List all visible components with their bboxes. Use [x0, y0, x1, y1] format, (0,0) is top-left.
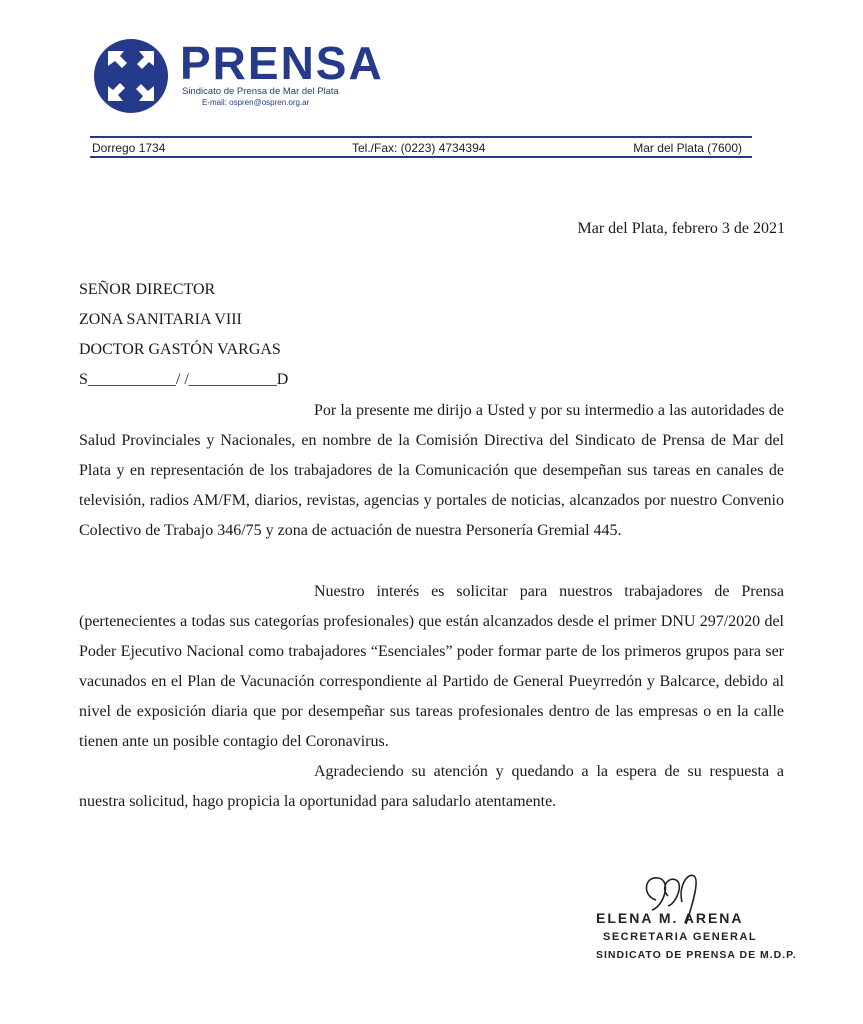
brand-email: E-mail: ospren@ospren.org.ar: [202, 98, 310, 107]
signature-name: ELENA M. ARENA: [596, 910, 744, 926]
recipient-line: ZONA SANITARIA VIII: [79, 311, 242, 328]
contact-address: Dorrego 1734: [92, 141, 166, 155]
recipient-line: DOCTOR GASTÓN VARGAS: [79, 341, 281, 358]
contact-bar: [90, 136, 752, 158]
prensa-logo-icon: [94, 39, 168, 113]
letter-date: Mar del Plata, febrero 3 de 2021: [577, 220, 785, 237]
contact-city: Mar del Plata (7600): [633, 141, 742, 155]
brand-name: PRENSA: [180, 37, 384, 89]
brand-subtitle: Sindicato de Prensa de Mar del Plata: [182, 86, 339, 97]
signature-org: SINDICATO DE PRENSA DE M.D.P.: [596, 949, 797, 961]
letterhead: [90, 36, 760, 166]
signature-title: SECRETARIA GENERAL: [603, 931, 758, 943]
recipient-line: SEÑOR DIRECTOR: [79, 281, 216, 298]
body-paragraph: Nuestro interés es solicitar para nuestros trabajadores de Prensa (pertenecientes a todas sus categorías profesionales) que están alcanzados desde el primer DNU 297/2020 del Poder Ejecutivo Nacional como trabajadores “Esenciales” poder formar parte de los primeros grupos para ser vacunados en el Plan de Vacunación correspondiente al Partido de General Pueyrredón y Balcarce, debido al nivel de exposición diaria que por desempeñar sus tareas profesionales dentro de las empresas o en la calle tienen ante un posible contagio del Coronavirus.: [79, 583, 784, 750]
contact-phone: Tel./Fax: (0223) 4734394: [352, 141, 486, 155]
recipient-line: S___________/ /___________D: [79, 371, 289, 388]
body-paragraph: Por la presente me dirijo a Usted y por su intermedio a las autoridades de Salud Provinciales y Nacionales, en nombre de la Comisión Directiva del Sindicato de Prensa de Mar del Plata y en representación de los trabajadores de la Comunicación que desempeñan sus tareas en canales de televisión, radios AM/FM, diarios, revistas, agencias y portales de noticias, alcanzados por nuestro Convenio Colectivo de Trabajo 346/75 y zona de actuación de nuestra Personería Gremial 445.: [79, 402, 784, 539]
body-paragraph: Agradeciendo su atención y quedando a la espera de su respuesta a nuestra solicitud, hago propicia la oportunidad para saludarlo atentamente.: [79, 763, 784, 810]
